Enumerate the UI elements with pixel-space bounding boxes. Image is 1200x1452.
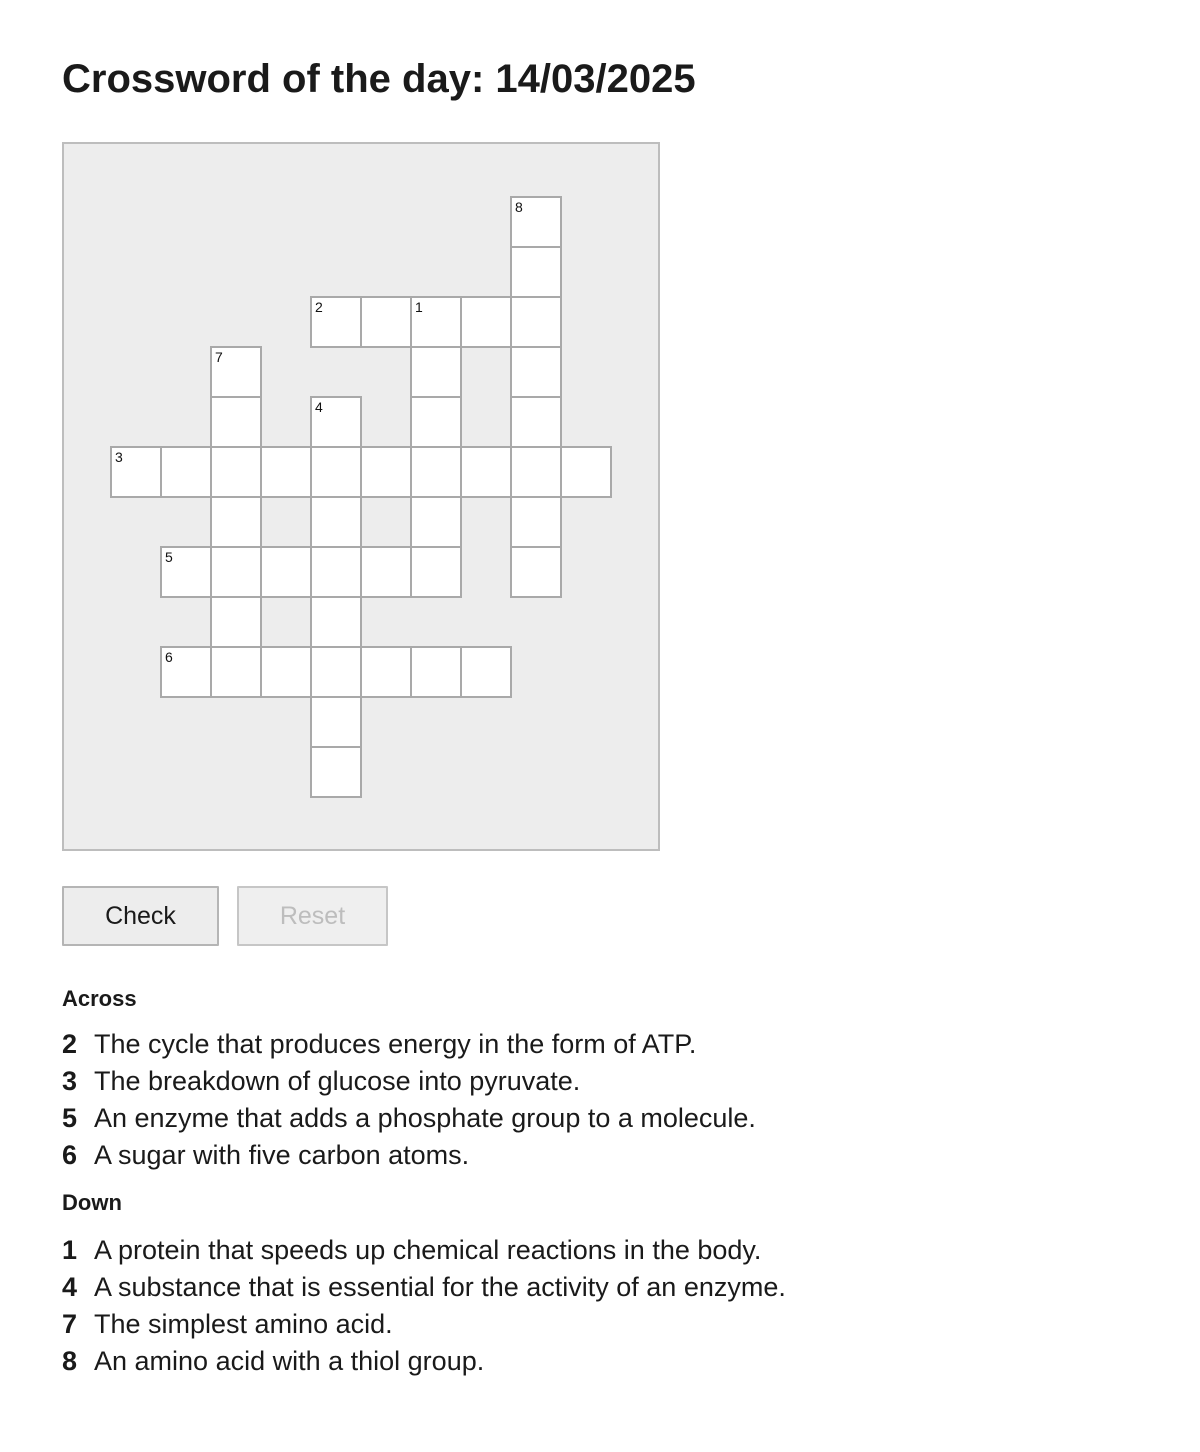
grid-cell[interactable] <box>310 696 362 748</box>
cell-number: 6 <box>165 649 173 665</box>
clue-row <box>62 1306 1200 1343</box>
grid-cell[interactable] <box>460 296 512 348</box>
clue-text: A substance that is essential for the activity of an enzyme. <box>94 1272 786 1302</box>
crossword-page <box>0 56 1200 1452</box>
grid-cell[interactable] <box>310 646 362 698</box>
grid-cell[interactable] <box>260 646 312 698</box>
crossword-grid <box>62 142 660 851</box>
down-clues-section <box>62 1190 1200 1380</box>
clue-text: A sugar with five carbon atoms. <box>94 1140 470 1170</box>
grid-cell[interactable] <box>460 646 512 698</box>
clue-text: The cycle that produces energy in the form of ATP. <box>94 1029 697 1059</box>
grid-cell[interactable] <box>410 396 462 448</box>
grid-cell[interactable] <box>510 496 562 548</box>
clue-row <box>62 1026 1200 1063</box>
grid-cell[interactable] <box>460 446 512 498</box>
grid-cell[interactable] <box>210 346 262 398</box>
clue-text: A protein that speeds up chemical reactions in the body. <box>94 1235 762 1265</box>
across-clue-list <box>62 1026 1200 1174</box>
grid-cell[interactable] <box>510 346 562 398</box>
clue-text: An amino acid with a thiol group. <box>94 1346 485 1376</box>
clue-row <box>62 1137 1200 1174</box>
grid-cell[interactable] <box>260 446 312 498</box>
grid-cell[interactable] <box>510 196 562 248</box>
clue-row <box>62 1269 1200 1306</box>
grid-cell[interactable] <box>410 296 462 348</box>
clue-text: An enzyme that adds a phosphate group to a molecule. <box>94 1103 756 1133</box>
grid-cell[interactable] <box>310 546 362 598</box>
clue-number: 3 <box>62 1066 78 1096</box>
grid-cell[interactable] <box>210 446 262 498</box>
grid-cell[interactable] <box>360 446 412 498</box>
grid-cell[interactable] <box>160 646 212 698</box>
clue-number: 4 <box>62 1272 78 1302</box>
down-clue-list <box>62 1232 1200 1380</box>
cell-number: 7 <box>215 349 223 365</box>
grid-cell[interactable] <box>410 446 462 498</box>
grid-cell[interactable] <box>210 596 262 648</box>
grid-cell[interactable] <box>110 446 162 498</box>
cell-number: 3 <box>115 449 123 465</box>
clue-row <box>62 1343 1200 1380</box>
reset-button[interactable]: Reset <box>237 886 388 946</box>
clue-row <box>62 1232 1200 1269</box>
down-heading: Down <box>62 1190 122 1215</box>
grid-cell[interactable] <box>310 446 362 498</box>
grid-cell[interactable] <box>260 546 312 598</box>
grid-cell[interactable] <box>410 546 462 598</box>
cell-number: 8 <box>515 199 523 215</box>
clue-text: The simplest amino acid. <box>94 1309 393 1339</box>
across-heading: Across <box>62 986 137 1011</box>
grid-cell[interactable] <box>310 296 362 348</box>
grid-cell[interactable] <box>510 246 562 298</box>
clue-number: 5 <box>62 1103 78 1133</box>
grid-cell[interactable] <box>510 546 562 598</box>
grid-cell[interactable] <box>410 496 462 548</box>
grid-cell[interactable] <box>210 496 262 548</box>
across-clues-section <box>62 986 1200 1174</box>
clue-number: 7 <box>62 1309 78 1339</box>
grid-cell[interactable] <box>160 446 212 498</box>
clue-number: 1 <box>62 1235 78 1265</box>
cell-number: 5 <box>165 549 173 565</box>
cell-number: 1 <box>415 299 423 315</box>
grid-cell[interactable] <box>410 346 462 398</box>
grid-cell[interactable] <box>160 546 212 598</box>
grid-cell[interactable] <box>360 546 412 598</box>
grid-cell[interactable] <box>310 396 362 448</box>
clue-number: 8 <box>62 1346 78 1376</box>
grid-cell[interactable] <box>310 746 362 798</box>
grid-cell[interactable] <box>510 296 562 348</box>
page-title: Crossword of the day: 14/03/2025 <box>62 57 696 101</box>
cell-number: 4 <box>315 399 323 415</box>
grid-cell[interactable] <box>560 446 612 498</box>
grid-cell[interactable] <box>510 396 562 448</box>
grid-cell[interactable] <box>360 296 412 348</box>
grid-cell[interactable] <box>410 646 462 698</box>
clue-row <box>62 1063 1200 1100</box>
button-row <box>62 886 1200 946</box>
grid-cell[interactable] <box>210 396 262 448</box>
cell-number: 2 <box>315 299 323 315</box>
grid-cell[interactable] <box>210 646 262 698</box>
grid-cell[interactable] <box>310 496 362 548</box>
grid-cell[interactable] <box>310 596 362 648</box>
grid-cell[interactable] <box>210 546 262 598</box>
grid-cell[interactable] <box>510 446 562 498</box>
clue-row <box>62 1100 1200 1137</box>
clue-number: 2 <box>62 1029 78 1059</box>
clue-text: The breakdown of glucose into pyruvate. <box>94 1066 581 1096</box>
grid-cell[interactable] <box>360 646 412 698</box>
check-button[interactable]: Check <box>62 886 219 946</box>
clue-number: 6 <box>62 1140 78 1170</box>
